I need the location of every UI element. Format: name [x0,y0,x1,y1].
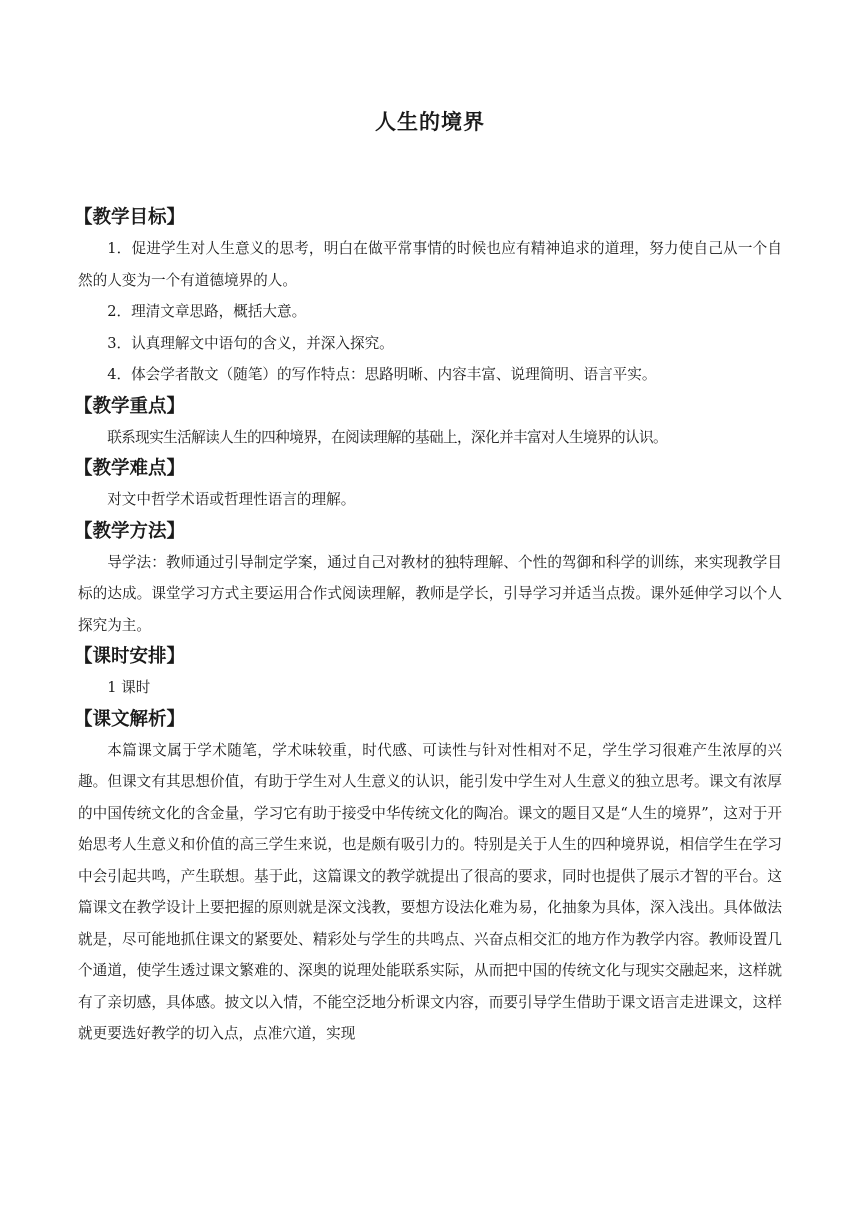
section-heading-analysis: 【课文解析】 [74,708,186,730]
section-heading-methods: 【教学方法】 [74,520,186,542]
objective-item-2: 2．理清文章思路，概括大意。 [107,303,307,320]
difficulties-text: 对文中哲学术语或哲理性语言的理解。 [107,491,356,508]
document-title: 人生的境界 [375,110,485,134]
methods-text: 导学法：教师通过引导制定学案，通过自己对教材的独特理解、个性的驾御和科学的训练，来实现教学目标的达成。课堂学习方式主要运用合作式阅读理解，教师是学长，引导学习并适当点拨。课外延伸学习以个人探究为主。 [78,553,782,634]
objective-item-4: 4．体会学者散文（随笔）的写作特点：思路明晰、内容丰富、说理简明、语言平实。 [107,366,657,383]
document-body [74,202,782,1050]
objective-item-3: 3．认真理解文中语句的含义，并深入探究。 [107,334,394,352]
analysis-text: 本篇课文属于学术随笔，学术味较重，时代感、可读性与针对性相对不足，学生学习很难产生浓厚的兴趣。但课文有其思想价值，有助于学生对人生意义的认识，能引发中学生对人生意义的独立思考。课文有浓厚的中国传统文化的含金量，学习它有助于接受中华传统文化的陶冶。课文的题目又是“人生的境界”，这对于开始思考人生意义和价值的高三学生来说，也是颇有吸引力的。特别是关于人生的四种境界说，相信学生在学习中会引起共鸣，产生联想。基于此，这篇课文的教学就提出了很高的要求，同时也提供了展示才智的平台。这篇课文在教学设计上要把握的原则就是深文浅教，要想方设法化难为易，化抽象为具体，深入浅出。具体做法就是，尽可能地抓住课文的紧要处、精彩处与学生的共鸣点、兴奋点相交汇的地方作为教学内容。教师设置几个通道，使学生透过课文繁难的、深奥的说理处能联系实际，从而把中国的传统文化与现实交融起来，这样就有了亲切感，具体感。披文以入情，不能空泛地分析课文内容，而要引导学生借助于课文语言走进课文，这样就更要选好教学的切入点，点准穴道，实现 [78,741,782,1042]
section-heading-difficulties: 【教学难点】 [74,458,186,479]
section-heading-key-points: 【教学重点】 [74,395,186,417]
objective-item-1: 1．促进学生对人生意义的思考，明白在做平常事情的时候也应有精神追求的道理，努力使自己从一个自然的人变为一个有道德境界的人。 [78,240,782,289]
schedule-text: 1 课时 [107,679,151,696]
section-heading-objectives: 【教学目标】 [74,207,186,228]
key-points-text: 联系现实生活解读人生的四种境界，在阅读理解的基础上，深化并丰富对人生境界的认识。 [107,428,667,446]
section-heading-schedule: 【课时安排】 [74,646,186,667]
